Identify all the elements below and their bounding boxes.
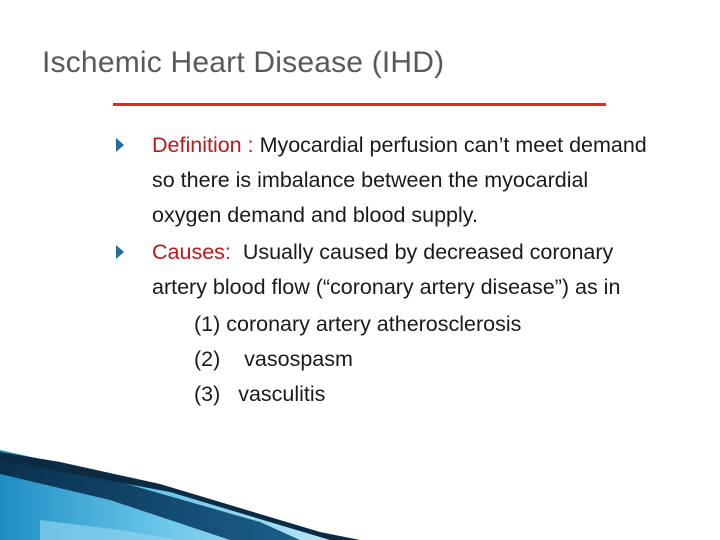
triangle-bullet-icon (116, 138, 124, 152)
slide-title: Ischemic Heart Disease (IHD) (42, 46, 445, 79)
wave-decoration (0, 430, 720, 540)
cause-item: (3) vasculitis (194, 382, 326, 406)
bullet-causes (152, 235, 652, 305)
bullet-term: Causes: (152, 240, 231, 264)
triangle-bullet-icon (116, 245, 124, 259)
bullet-term: Definition : (152, 133, 260, 157)
bullet-definition (152, 128, 652, 233)
cause-item: (1) coronary artery atherosclerosis (194, 312, 522, 336)
cause-item: (2) vasospasm (194, 347, 353, 371)
causes-list (194, 307, 652, 412)
bullet-text: Usually caused by decreased coronary artery blood flow (“coronary artery disease”) as in (152, 240, 621, 299)
title-underline (113, 103, 606, 106)
slide-body (152, 128, 652, 412)
bullet-text: Myocardial perfusion can’t meet demand so there is imbalance between the myocardial oxygen demand and blood supply. (152, 133, 647, 227)
